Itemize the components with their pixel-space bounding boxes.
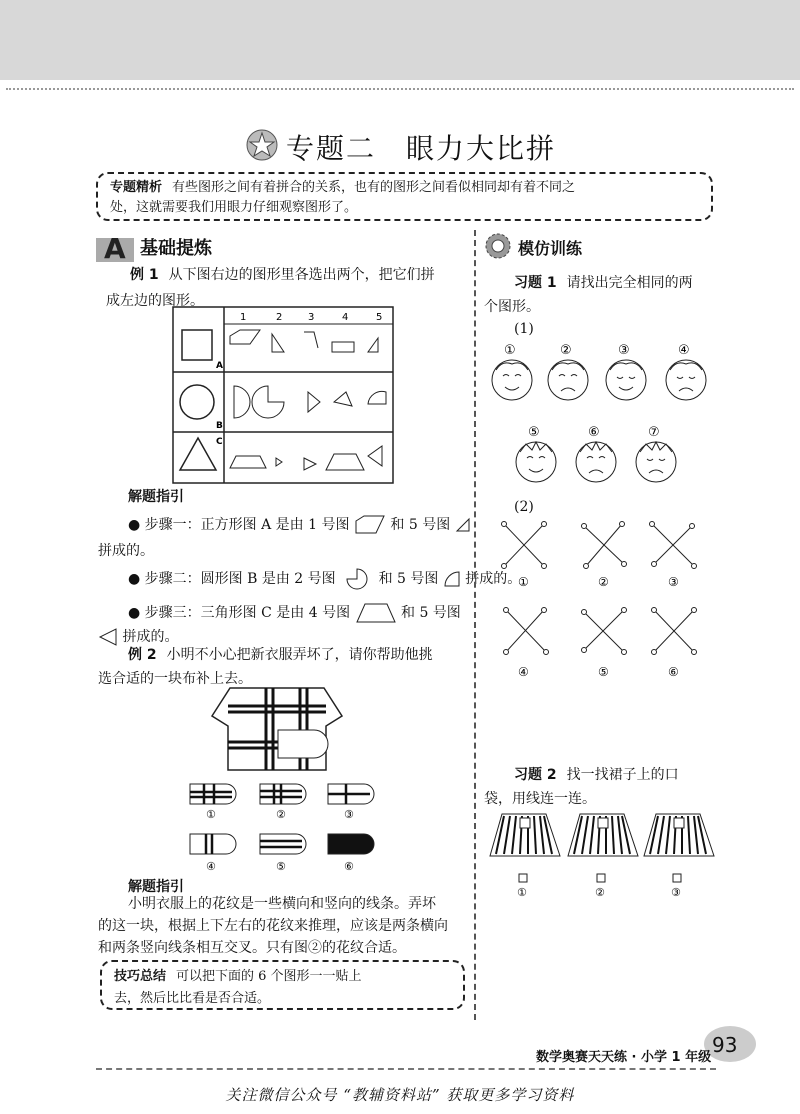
patch-options	[186, 780, 376, 880]
piece-a2	[272, 334, 284, 352]
skirt-1	[490, 814, 560, 856]
piece-a3	[304, 332, 318, 348]
patch-option-6	[328, 834, 374, 854]
option-label-4: ④	[206, 860, 216, 873]
example2-line1: 例 2 小明不小心把新衣服弄坏了，请你帮助他挑	[128, 647, 433, 663]
svg-text:A: A	[104, 232, 126, 262]
ex1-line1: 习题 1 请找出完全相同的两	[514, 275, 693, 291]
cross-4	[504, 608, 549, 655]
book-title-footer: 数学奥赛天天练 · 小学 1 年级	[536, 1050, 712, 1065]
intro-text-1: 有些图形之间有着拼合的关系，也有的图形之间看似相同却有着不同之	[172, 180, 576, 195]
tip-line1: 可以把下面的 6 个图形一一贴上	[176, 969, 362, 984]
pocket-label-1: ①	[517, 886, 527, 899]
row-label-c: C	[216, 437, 223, 447]
cross-3	[650, 522, 697, 569]
pocket-1-icon	[519, 874, 527, 882]
face-7	[636, 425, 676, 482]
gear-icon	[484, 232, 512, 260]
bottom-divider	[96, 1068, 716, 1070]
tip-label: 技巧总结	[114, 969, 167, 984]
piece-a1	[230, 330, 260, 344]
cross-1	[502, 522, 547, 569]
missing-patch	[278, 730, 328, 758]
face-5	[516, 425, 556, 482]
piece-b4	[334, 392, 352, 406]
guide1-step3-end: 拼成的。	[98, 624, 178, 650]
crosses-figure	[492, 514, 712, 684]
option-label-1: ①	[206, 808, 216, 821]
top-divider	[6, 88, 794, 90]
patch-option-2	[260, 784, 306, 804]
option-label-5: ⑤	[276, 860, 286, 873]
tip-line2: 去，然后比比看是否合适。	[114, 991, 271, 1006]
svg-text:①: ①	[504, 343, 516, 358]
face-3	[606, 343, 646, 400]
example1-line1: 例 1 从下图右边的图形里各选出两个，把它们拼	[130, 267, 435, 283]
svg-text:③: ③	[618, 343, 630, 358]
page-title: 专题二 眼力大比拼	[250, 127, 556, 167]
bottom-notice: 关注微信公众号 “教辅资料站” 获取更多学习资料	[225, 1086, 575, 1104]
patch-option-5	[260, 834, 306, 854]
guide1-step1: ● 步骤一：正方形图 A 是由 1 号图 和 5 号图	[128, 512, 471, 538]
col-label-4: 4	[342, 312, 349, 323]
guide2-line1: 小明衣服上的花纹是一些横向和竖向的线条。弄坏	[128, 896, 436, 912]
col-label-2: 2	[276, 312, 283, 323]
intro-text-2: 处，这就需要我们用眼力仔细观察图形了。	[110, 200, 358, 215]
piece-c4	[326, 454, 364, 470]
svg-text:⑥: ⑥	[588, 425, 600, 440]
skirt-3	[644, 814, 714, 856]
pentagon-piece-icon	[354, 515, 386, 535]
option-label-6: ⑥	[344, 860, 354, 873]
guide1-step3: ● 步骤三：三角形图 C 是由 4 号图 和 5 号图	[128, 600, 461, 626]
col-label-5: 5	[376, 312, 383, 323]
guide1-step1-end: 拼成的。	[98, 543, 154, 559]
ex2-line1: 习题 2 找一找裙子上的口	[514, 767, 679, 783]
piece-b1	[234, 386, 250, 418]
guide2-title: 解题指引	[128, 879, 184, 895]
circle-shape	[180, 385, 214, 419]
piece-b5	[368, 391, 386, 404]
patch-option-3	[328, 784, 374, 804]
cross-2	[582, 522, 627, 569]
pocket-label-2: ②	[595, 886, 605, 899]
triangle-shape	[180, 438, 216, 470]
svg-text:⑤: ⑤	[528, 425, 540, 440]
example2-line2: 选合适的一块布补上去。	[98, 671, 252, 687]
piece-b2	[252, 386, 284, 418]
pocket-2-icon	[597, 874, 605, 882]
patch-option-1	[190, 784, 236, 804]
piece-c3	[304, 458, 316, 470]
page-number: 93	[712, 1033, 738, 1057]
col-label-3: 3	[308, 312, 315, 323]
option-label-2: ②	[276, 808, 286, 821]
svg-text:⑦: ⑦	[648, 425, 660, 440]
skirt-2	[568, 814, 638, 856]
face-1	[492, 343, 532, 400]
section-b-header: 模仿训练	[484, 232, 512, 264]
col-label-1: 1	[240, 312, 247, 323]
face-2	[548, 343, 588, 400]
piece-c5	[368, 446, 382, 466]
letter-a-icon	[96, 232, 134, 262]
svg-text:④: ④	[678, 343, 690, 358]
piece-a5	[368, 338, 378, 352]
star-icon	[246, 129, 278, 161]
piece-a4	[332, 342, 354, 352]
cross-label-1: ①	[518, 575, 529, 589]
patch-option-4	[190, 834, 236, 854]
ex1-line2: 个图形。	[484, 299, 540, 315]
ex2-line2: 袋，用线连一连。	[484, 791, 596, 807]
intro-box	[96, 172, 713, 221]
pocket-3-icon	[673, 874, 681, 882]
cross-5	[582, 608, 627, 655]
trapezoid-piece-icon	[355, 602, 397, 624]
face-4	[666, 343, 706, 400]
cross-6	[652, 608, 697, 655]
cross-label-2: ②	[598, 575, 609, 589]
cross-label-3: ③	[668, 575, 679, 589]
pocket-label-3: ③	[671, 886, 681, 899]
column-divider	[474, 230, 476, 1020]
guide2-line2: 的这一块，根据上下左右的花纹来推理，应该是两条横向	[98, 918, 448, 934]
quarter-circle-icon	[443, 570, 461, 588]
guide2-line3: 和两条竖向线条相互交叉。只有图②的花纹合适。	[98, 940, 406, 956]
skirts-figure	[488, 810, 720, 900]
cross-label-4: ④	[518, 665, 529, 679]
circle-piece-icon	[340, 568, 374, 590]
guide1-title: 解题指引	[128, 489, 184, 505]
faces-figure	[484, 340, 720, 490]
left-triangle-icon	[98, 628, 118, 646]
square-shape	[182, 330, 212, 360]
piece-c1	[230, 456, 266, 468]
piece-b3	[308, 392, 320, 412]
intro-label: 专题精析	[110, 180, 163, 195]
cross-label-6: ⑥	[668, 665, 679, 679]
example1-table	[172, 306, 394, 484]
option-label-3: ③	[344, 808, 354, 821]
ex1-part1: (1)	[514, 321, 534, 337]
small-triangle-icon	[455, 517, 471, 533]
svg-text:②: ②	[560, 343, 572, 358]
example1-line2: 成左边的图形。	[106, 293, 204, 309]
row-label-b: B	[216, 421, 223, 431]
top-banner	[0, 0, 800, 80]
cross-label-5: ⑤	[598, 665, 609, 679]
tip-box	[100, 960, 465, 1010]
shirt-figure	[210, 686, 344, 772]
ex1-part2: (2)	[514, 499, 534, 515]
row-label-a: A	[216, 361, 223, 371]
face-6	[576, 425, 616, 482]
guide1-step2: ● 步骤二：圆形图 B 是由 2 号图 和 5 号图 拼成的。	[128, 566, 521, 592]
piece-c2	[276, 458, 282, 466]
